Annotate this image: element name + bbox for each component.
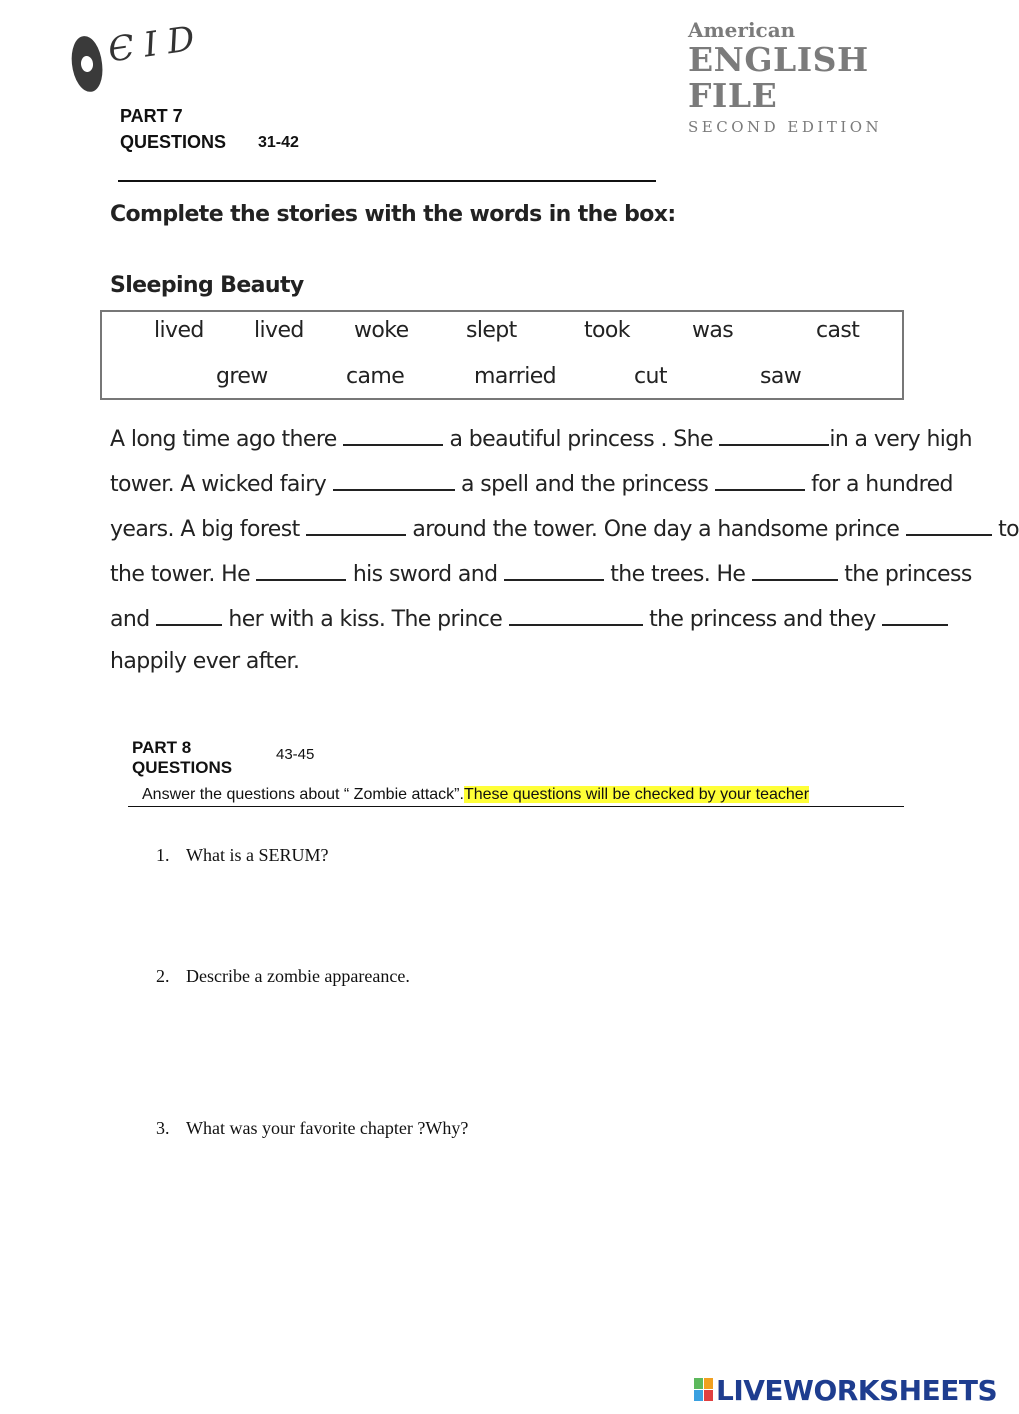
question-number: 2.	[156, 966, 170, 986]
story-line	[110, 514, 1019, 542]
story-text: to	[998, 517, 1019, 542]
story-title: Sleeping Beauty	[110, 273, 304, 298]
teacher-check-highlight: These questions will be checked by your teacher	[463, 786, 810, 803]
story-text: and	[110, 607, 150, 632]
brand-english-file: ENGLISH FILE	[688, 40, 869, 115]
part8-instruction-text: Answer the questions about “ Zombie attack”.	[142, 786, 464, 803]
story-line	[110, 424, 973, 452]
question-text: Describe a zombie appareance.	[186, 966, 410, 986]
part8-questions-label: QUESTIONS	[132, 758, 233, 777]
brand-american: American	[688, 18, 796, 42]
story-text: happily ever after.	[110, 649, 300, 674]
part8-instruction	[142, 786, 809, 804]
word-box-word: grew	[216, 364, 268, 389]
story-line	[110, 604, 910, 632]
part8-range: 43-45	[276, 746, 315, 763]
story-line	[110, 649, 910, 674]
story-text: the trees. He	[610, 562, 746, 587]
question-text: What is a SERUM?	[186, 845, 329, 865]
story-text: the princess	[844, 562, 972, 587]
word-box-word: came	[346, 364, 405, 389]
answer-blank[interactable]	[306, 514, 406, 536]
ceid-logo	[70, 17, 208, 92]
story-text: in a very high	[829, 427, 973, 452]
word-box-word: cut	[634, 364, 667, 389]
word-box-word: cast	[816, 318, 860, 343]
answer-blank[interactable]	[906, 514, 992, 536]
answer-blank[interactable]	[256, 559, 346, 581]
part8-rule	[128, 806, 904, 807]
question-number: 1.	[156, 845, 170, 865]
answer-blank[interactable]	[719, 424, 829, 446]
word-box-word: lived	[154, 318, 204, 343]
word-box-word: saw	[760, 364, 802, 389]
story-line	[110, 559, 972, 587]
question-1	[156, 845, 328, 866]
story-text: a spell and the princess	[460, 472, 709, 497]
word-box-word: woke	[354, 318, 409, 343]
story-text: her with a kiss. The prince	[228, 607, 503, 632]
answer-blank[interactable]	[715, 469, 805, 491]
story-text: around the tower. One day a handsome prince	[412, 517, 900, 542]
part7-range: 31-42	[258, 134, 299, 151]
english-file-brand	[688, 18, 968, 138]
ceid-c-mark	[69, 35, 105, 94]
part7-instruction: Complete the stories with the words in the box:	[110, 202, 676, 227]
question-2	[156, 966, 410, 987]
word-box-word: took	[584, 318, 630, 343]
answer-blank[interactable]	[882, 604, 948, 626]
part7-rule	[118, 180, 656, 182]
story-text: A long time ago there	[110, 427, 337, 452]
story-line	[110, 469, 953, 497]
story-text: the tower. He	[110, 562, 251, 587]
brand-second-edition: SECOND EDITION	[688, 118, 883, 136]
story-text: years. A big forest	[110, 517, 300, 542]
answer-blank[interactable]	[156, 604, 222, 626]
answer-blank[interactable]	[333, 469, 455, 491]
question-3	[156, 1118, 468, 1139]
question-number: 3.	[156, 1118, 170, 1138]
word-box-word: lived	[254, 318, 304, 343]
word-box-word: slept	[466, 318, 517, 343]
story-text: the princess and they	[649, 607, 876, 632]
word-box-word: married	[474, 364, 557, 389]
part7-questions-label: QUESTIONS	[120, 132, 227, 152]
story-text: tower. A wicked fairy	[110, 472, 327, 497]
liveworksheets-blocks-icon	[694, 1378, 714, 1402]
liveworksheets-text: LIVEWORKSHEETS	[716, 1374, 998, 1407]
ceid-logo-text: ЄID	[105, 17, 208, 71]
story-text: his sword and	[352, 562, 498, 587]
story-text: for a hundred	[811, 472, 953, 497]
part7-label: PART 7	[120, 106, 183, 126]
part8-label: PART 8	[132, 738, 192, 757]
word-box	[100, 310, 904, 400]
answer-blank[interactable]	[504, 559, 604, 581]
story-text: a beautiful princess . She	[449, 427, 713, 452]
word-box-word: was	[692, 318, 734, 343]
answer-blank[interactable]	[343, 424, 443, 446]
answer-blank[interactable]	[752, 559, 838, 581]
answer-blank[interactable]	[509, 604, 643, 626]
question-text: What was your favorite chapter ?Why?	[186, 1118, 469, 1138]
